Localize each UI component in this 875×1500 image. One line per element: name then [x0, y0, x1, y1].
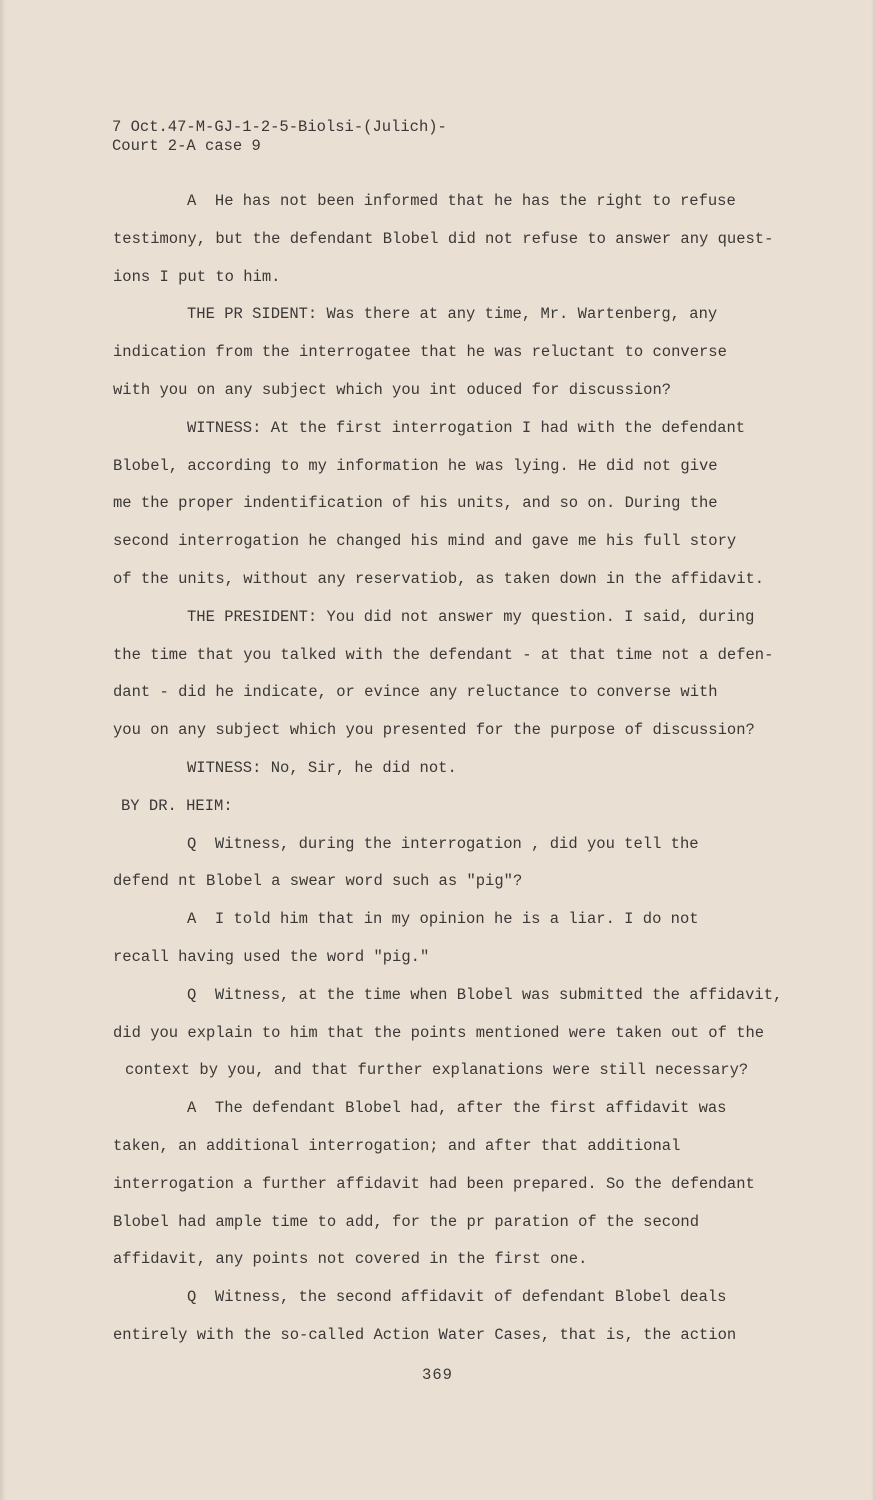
text-line-question: Q Witness, during the interrogation , did you tell the	[187, 834, 699, 853]
text-line: interrogation a further affidavit had been prepared. So the defendant	[113, 1174, 755, 1193]
text-line-answer: A The defendant Blobel had, after the first affidavit was	[187, 1099, 727, 1118]
text-line: with you on any subject which you int oduced for discussion?	[113, 380, 672, 399]
text-line-question: Q Witness, at the time when Blobel was submitted the affidavit,	[187, 985, 783, 1004]
text-line-president: THE PR SIDENT: Was there at any time, Mr. Wartenberg, any	[187, 305, 718, 324]
text-line: affidavit, any points not covered in the first one.	[113, 1250, 588, 1269]
text-line: did you explain to him that the points mentioned were taken out of the	[113, 1023, 765, 1042]
header-line-1: 7 Oct.47-M-GJ-1-2-5-Biolsi-(Julich)-	[112, 118, 447, 136]
text-line: indication from the interrogatee that he was reluctant to converse	[113, 343, 727, 362]
text-line: you on any subject which you presented for the purpose of discussion?	[113, 721, 755, 740]
text-line: context by you, and that further explanations were still necessary?	[125, 1061, 749, 1080]
text-line: me the proper indentification of his units, and so on. During the	[113, 494, 718, 513]
transcript-body	[113, 189, 813, 1361]
text-line: recall having used the word "pig."	[113, 947, 430, 966]
text-line: dant - did he indicate, or evince any reluctance to converse with	[113, 683, 718, 702]
page-edge-left	[0, 0, 6, 1500]
page-edge-right	[871, 0, 875, 1500]
text-line: Blobel had ample time to add, for the pr paration of the second	[113, 1212, 699, 1231]
text-line-examiner: BY DR. HEIM:	[121, 796, 233, 815]
page-number: 369	[422, 1366, 453, 1384]
text-line: of the units, without any reservatiob, as taken down in the affidavit.	[113, 569, 765, 588]
text-line: second interrogation he changed his mind and gave me his full story	[113, 532, 737, 551]
text-line-question: Q Witness, the second affidavit of defendant Blobel deals	[187, 1288, 727, 1307]
text-line: taken, an additional interrogation; and after that additional	[113, 1136, 681, 1155]
text-line-answer: A I told him that in my opinion he is a liar. I do not	[187, 910, 699, 929]
text-line: defend nt Blobel a swear word such as "pig"?	[113, 872, 523, 891]
text-line: testimony, but the defendant Blobel did not refuse to answer any quest-	[113, 229, 774, 248]
text-line-witness: WITNESS: No, Sir, he did not.	[187, 758, 457, 777]
header-line-2: Court 2-A case 9	[112, 137, 261, 155]
text-line-witness: WITNESS: At the first interrogation I had with the defendant	[187, 418, 746, 437]
text-line-president: THE PRESIDENT: You did not answer my question. I said, during	[187, 607, 755, 626]
text-line: entirely with the so-called Action Water Cases, that is, the action	[113, 1325, 737, 1344]
text-line: the time that you talked with the defendant - at that time not a defen-	[113, 645, 774, 664]
document-header	[112, 118, 447, 156]
text-line: ions I put to him.	[113, 267, 281, 286]
text-line-answer: A He has not been informed that he has the right to refuse	[187, 192, 736, 210]
text-line: Blobel, according to my information he was lying. He did not give	[113, 456, 718, 475]
